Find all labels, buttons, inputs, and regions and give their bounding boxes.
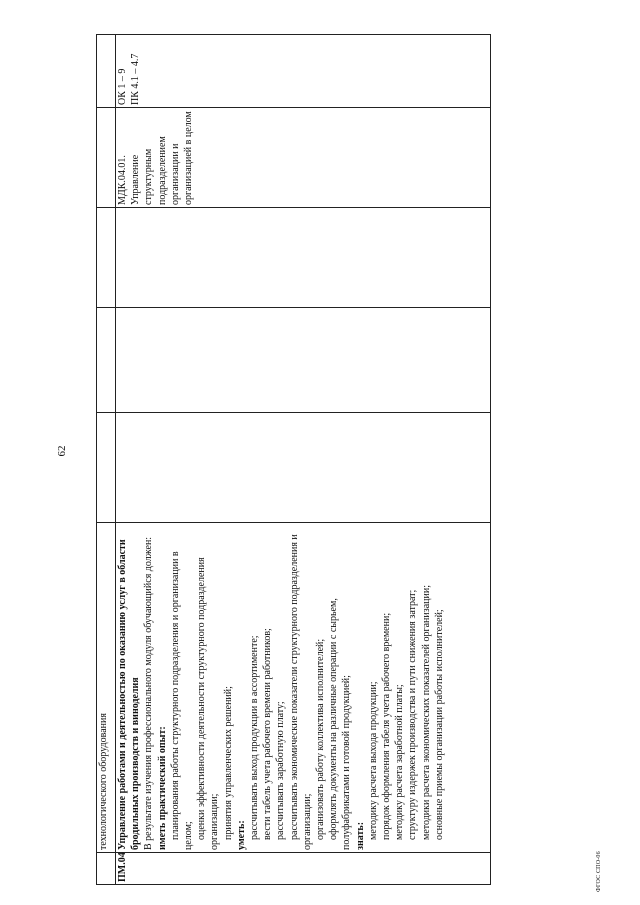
list-item: организовать работу коллектива исполнителей; (315, 638, 327, 840)
skills-label: уметь: (235, 820, 247, 850)
empty-cell (97, 853, 116, 885)
empty-cell (97, 208, 116, 308)
list-item: основные приемы организации работы исполнителей; (433, 609, 445, 840)
mdk-cell: МДК.04.01. Управление структурным подразделением организации и организацией в целом (116, 108, 491, 208)
list-item: вести табель учета рабочего времени работников; (262, 628, 274, 840)
competency-pk: ПК 4.1 – 4.7 (130, 53, 142, 105)
intro-text: В результате изучения профессионального модуля обучающийся должен: (143, 536, 155, 850)
list-item: порядок оформления табеля учета рабочего времени; (381, 612, 393, 840)
list-item: планирования работы структурного подразделения и организации в целом; (169, 551, 195, 850)
list-item: структуру издержек производства и пути снижения затрат; (407, 589, 419, 840)
list-item: методику расчета заработной платы; (394, 684, 406, 840)
empty-cell (97, 35, 116, 108)
list-item: принятия управленческих решений; (222, 686, 234, 840)
list-item: рассчитывать заработную плату; (275, 701, 287, 840)
list-item: методики расчета экономических показателей организации; (420, 585, 432, 840)
list-item: методику расчета выхода продукции; (367, 681, 379, 840)
module-code: ПМ.04 (116, 853, 491, 885)
empty-cell (97, 413, 116, 523)
list-item: оценки эффективности деятельности структурного подразделения организации; (196, 557, 221, 850)
empty-cell (97, 108, 116, 208)
experience-label: иметь практический опыт: (156, 726, 168, 850)
empty-cell (116, 308, 491, 413)
empty-cell (97, 308, 116, 413)
competency-ok: ОК 1 – 9 (117, 68, 128, 105)
first-row-text: технологического оборудования (97, 523, 116, 853)
empty-cell (116, 208, 491, 308)
module-title: Управление работами и деятельностью по оказанию услуг в области бродильных производств и виноделия (117, 539, 142, 850)
curriculum-table (96, 34, 491, 885)
table-row (97, 35, 116, 885)
footer-label: ФГОС СПО-06 (596, 851, 602, 892)
competencies-cell (116, 35, 491, 108)
empty-cell (116, 413, 491, 523)
list-item: рассчитывать экономические показатели структурного подразделения и организации; (288, 534, 313, 850)
list-item: оформлять документы на различные операции с сырьем, полуфабрикатами и готовой продукцией; (328, 598, 353, 850)
page-number: 62 (56, 445, 68, 457)
table-row (116, 35, 491, 885)
module-content (116, 523, 491, 853)
list-item: рассчитывать выход продукции в ассортименте; (249, 635, 261, 840)
knowledge-label: знать: (354, 821, 366, 850)
